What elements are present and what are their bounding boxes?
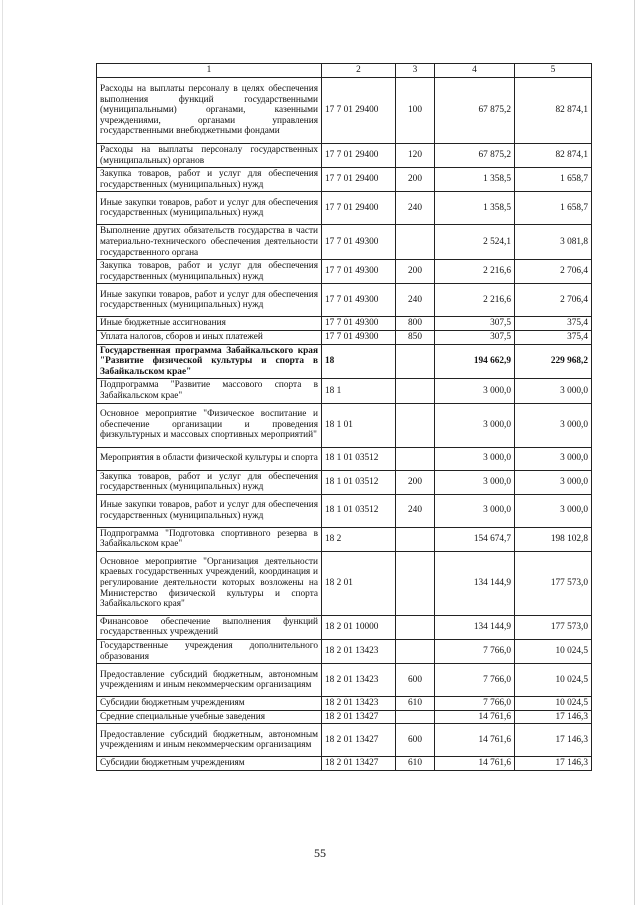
- amount-second-year: 17 146,3: [515, 757, 592, 771]
- expense-type-code: [396, 710, 435, 724]
- target-code: 18 1: [322, 379, 396, 403]
- amount-first-year: 67 875,2: [435, 78, 515, 144]
- row-name: Основное мероприятие "Организация деятельности краевых государственных учреждений, координация и регулирование деятельности которых возложены на Министерство физической культуры и спорта Забайкальского края": [97, 551, 322, 615]
- amount-second-year: 229 968,2: [515, 344, 592, 379]
- amount-second-year: 177 573,0: [515, 551, 592, 615]
- expense-type-code: 100: [396, 78, 435, 144]
- target-code: 17 7 01 29400: [322, 192, 396, 225]
- expense-type-code: [396, 447, 435, 470]
- table-row: [97, 78, 592, 144]
- target-code: 18 2 01 13427: [322, 724, 396, 757]
- table-row: [97, 697, 592, 711]
- expense-type-code: [396, 379, 435, 403]
- amount-first-year: 3 000,0: [435, 447, 515, 470]
- expense-type-code: 200: [396, 260, 435, 284]
- amount-first-year: 3 000,0: [435, 403, 515, 447]
- amount-first-year: 134 144,9: [435, 551, 515, 615]
- row-name: Закупка товаров, работ и услуг для обеспечения государственных (муниципальных) нужд: [97, 260, 322, 284]
- target-code: 18 1 01 03512: [322, 494, 396, 527]
- target-code: 17 7 01 49300: [322, 260, 396, 284]
- target-code: 18: [322, 344, 396, 379]
- expense-type-code: [396, 344, 435, 379]
- target-code: 17 7 01 29400: [322, 168, 396, 192]
- amount-first-year: 2 216,6: [435, 284, 515, 317]
- table-row: [97, 344, 592, 379]
- row-name: Закупка товаров, работ и услуг для обеспечения государственных (муниципальных) нужд: [97, 470, 322, 494]
- amount-second-year: 375,4: [515, 330, 592, 344]
- amount-first-year: 3 000,0: [435, 494, 515, 527]
- target-code: 18 2 01 13427: [322, 757, 396, 771]
- amount-first-year: 7 766,0: [435, 697, 515, 711]
- table-row: [97, 144, 592, 168]
- expense-type-code: [396, 225, 435, 260]
- expense-type-code: [396, 640, 435, 664]
- expense-type-code: 200: [396, 470, 435, 494]
- row-name: Уплата налогов, сборов и иных платежей: [97, 330, 322, 344]
- row-name: Средние специальные учебные заведения: [97, 710, 322, 724]
- amount-second-year: 177 573,0: [515, 615, 592, 639]
- amount-first-year: 134 144,9: [435, 615, 515, 639]
- amount-second-year: 1 658,7: [515, 168, 592, 192]
- row-name: Основное мероприятие "Физическое воспитание и обеспечение организации и проведения физкультурных и массовых спортивных мероприятий": [97, 403, 322, 447]
- row-name: Предоставление субсидий бюджетным, автономным учреждениям и иным некоммерческим организациям: [97, 724, 322, 757]
- column-number-row: [97, 64, 592, 78]
- amount-first-year: 3 000,0: [435, 379, 515, 403]
- expense-type-code: 600: [396, 724, 435, 757]
- row-name: Иные бюджетные ассигнования: [97, 317, 322, 331]
- amount-second-year: 17 146,3: [515, 724, 592, 757]
- target-code: 17 7 01 49300: [322, 284, 396, 317]
- amount-first-year: 307,5: [435, 330, 515, 344]
- row-name: Предоставление субсидий бюджетным, автономным учреждениям и иным некоммерческим организациям: [97, 664, 322, 697]
- amount-first-year: 2 524,1: [435, 225, 515, 260]
- amount-first-year: 1 358,5: [435, 192, 515, 225]
- expense-type-code: 800: [396, 317, 435, 331]
- table-row: [97, 284, 592, 317]
- target-code: 18 2 01 13423: [322, 664, 396, 697]
- row-name: Иные закупки товаров, работ и услуг для обеспечения государственных (муниципальных) нужд: [97, 192, 322, 225]
- table-row: [97, 403, 592, 447]
- amount-first-year: 14 761,6: [435, 724, 515, 757]
- amount-second-year: 3 000,0: [515, 470, 592, 494]
- amount-first-year: 67 875,2: [435, 144, 515, 168]
- target-code: 17 7 01 49300: [322, 330, 396, 344]
- target-code: 18 2 01 13423: [322, 640, 396, 664]
- row-name: Мероприятия в области физической культуры и спорта: [97, 447, 322, 470]
- table-row: [97, 527, 592, 551]
- amount-first-year: 7 766,0: [435, 640, 515, 664]
- expense-type-code: [396, 403, 435, 447]
- budget-table: [96, 63, 592, 771]
- amount-first-year: 14 761,6: [435, 757, 515, 771]
- expense-type-code: [396, 615, 435, 639]
- column-number: 4: [435, 64, 515, 78]
- table-row: [97, 447, 592, 470]
- amount-second-year: 82 874,1: [515, 78, 592, 144]
- amount-first-year: 7 766,0: [435, 664, 515, 697]
- row-name: Государственные учреждения дополнительного образования: [97, 640, 322, 664]
- row-name: Закупка товаров, работ и услуг для обеспечения государственных (муниципальных) нужд: [97, 168, 322, 192]
- target-code: 17 7 01 49300: [322, 317, 396, 331]
- target-code: 18 1 01 03512: [322, 470, 396, 494]
- row-name: Государственная программа Забайкальского края "Развитие физической культуры и спорта в Забайкальском крае": [97, 344, 322, 379]
- column-number: 2: [322, 64, 396, 78]
- expense-type-code: 600: [396, 664, 435, 697]
- amount-second-year: 375,4: [515, 317, 592, 331]
- row-name: Иные закупки товаров, работ и услуг для обеспечения государственных (муниципальных) нужд: [97, 284, 322, 317]
- target-code: 17 7 01 29400: [322, 78, 396, 144]
- expense-type-code: 200: [396, 168, 435, 192]
- amount-second-year: 82 874,1: [515, 144, 592, 168]
- table-row: [97, 757, 592, 771]
- row-name: Подпрограмма "Подготовка спортивного резерва в Забайкальском крае": [97, 527, 322, 551]
- table-body: [97, 78, 592, 771]
- row-name: Иные закупки товаров, работ и услуг для обеспечения государственных (муниципальных) нужд: [97, 494, 322, 527]
- target-code: 18 2 01 10000: [322, 615, 396, 639]
- amount-second-year: 3 000,0: [515, 379, 592, 403]
- table-row: [97, 710, 592, 724]
- row-name: Финансовое обеспечение выполнения функций государственных учреждений: [97, 615, 322, 639]
- amount-first-year: 2 216,6: [435, 260, 515, 284]
- amount-second-year: 10 024,5: [515, 664, 592, 697]
- expense-type-code: [396, 527, 435, 551]
- target-code: 17 7 01 49300: [322, 225, 396, 260]
- table-row: [97, 470, 592, 494]
- amount-second-year: 2 706,4: [515, 260, 592, 284]
- amount-second-year: 3 081,8: [515, 225, 592, 260]
- table-row: [97, 615, 592, 639]
- amount-first-year: 194 662,9: [435, 344, 515, 379]
- expense-type-code: 240: [396, 284, 435, 317]
- amount-first-year: 307,5: [435, 317, 515, 331]
- target-code: 18 2 01: [322, 551, 396, 615]
- table-row: [97, 551, 592, 615]
- table-row: [97, 192, 592, 225]
- table-row: [97, 640, 592, 664]
- expense-type-code: [396, 551, 435, 615]
- amount-second-year: 2 706,4: [515, 284, 592, 317]
- table-row: [97, 664, 592, 697]
- row-name: Подпрограмма "Развитие массового спорта в Забайкальском крае": [97, 379, 322, 403]
- target-code: 18 1 01 03512: [322, 447, 396, 470]
- table-row: [97, 379, 592, 403]
- page-number: 55: [314, 846, 326, 860]
- amount-second-year: 10 024,5: [515, 697, 592, 711]
- target-code: 17 7 01 29400: [322, 144, 396, 168]
- expense-type-code: 850: [396, 330, 435, 344]
- amount-first-year: 14 761,6: [435, 710, 515, 724]
- target-code: 18 1 01: [322, 403, 396, 447]
- expense-type-code: 610: [396, 757, 435, 771]
- table-row: [97, 260, 592, 284]
- column-number: 5: [515, 64, 592, 78]
- column-number: 1: [97, 64, 322, 78]
- column-number: 3: [396, 64, 435, 78]
- amount-second-year: 198 102,8: [515, 527, 592, 551]
- amount-second-year: 3 000,0: [515, 403, 592, 447]
- target-code: 18 2 01 13423: [322, 697, 396, 711]
- amount-first-year: 1 358,5: [435, 168, 515, 192]
- table-row: [97, 330, 592, 344]
- row-name: Расходы на выплаты персоналу государственных (муниципальных) органов: [97, 144, 322, 168]
- row-name: Расходы на выплаты персоналу в целях обеспечения выполнения функций государственными (муниципальными) органами, казенными учреждениями, органами управления государственными внебюджетными фондами: [97, 78, 322, 144]
- table-row: [97, 724, 592, 757]
- row-name: Субсидии бюджетным учреждениям: [97, 757, 322, 771]
- table-row: [97, 494, 592, 527]
- row-name: Выполнение других обязательств государства в части материально-технического обеспечения деятельности государственного органа: [97, 225, 322, 260]
- row-name: Субсидии бюджетным учреждениям: [97, 697, 322, 711]
- expense-type-code: 240: [396, 494, 435, 527]
- amount-second-year: 17 146,3: [515, 710, 592, 724]
- table-row: [97, 225, 592, 260]
- amount-first-year: 3 000,0: [435, 470, 515, 494]
- amount-second-year: 3 000,0: [515, 494, 592, 527]
- expense-type-code: 120: [396, 144, 435, 168]
- table-row: [97, 317, 592, 331]
- target-code: 18 2 01 13427: [322, 710, 396, 724]
- amount-first-year: 154 674,7: [435, 527, 515, 551]
- table-row: [97, 168, 592, 192]
- budget-sheet: [96, 63, 591, 771]
- amount-second-year: 1 658,7: [515, 192, 592, 225]
- amount-second-year: 3 000,0: [515, 447, 592, 470]
- expense-type-code: 240: [396, 192, 435, 225]
- target-code: 18 2: [322, 527, 396, 551]
- amount-second-year: 10 024,5: [515, 640, 592, 664]
- expense-type-code: 610: [396, 697, 435, 711]
